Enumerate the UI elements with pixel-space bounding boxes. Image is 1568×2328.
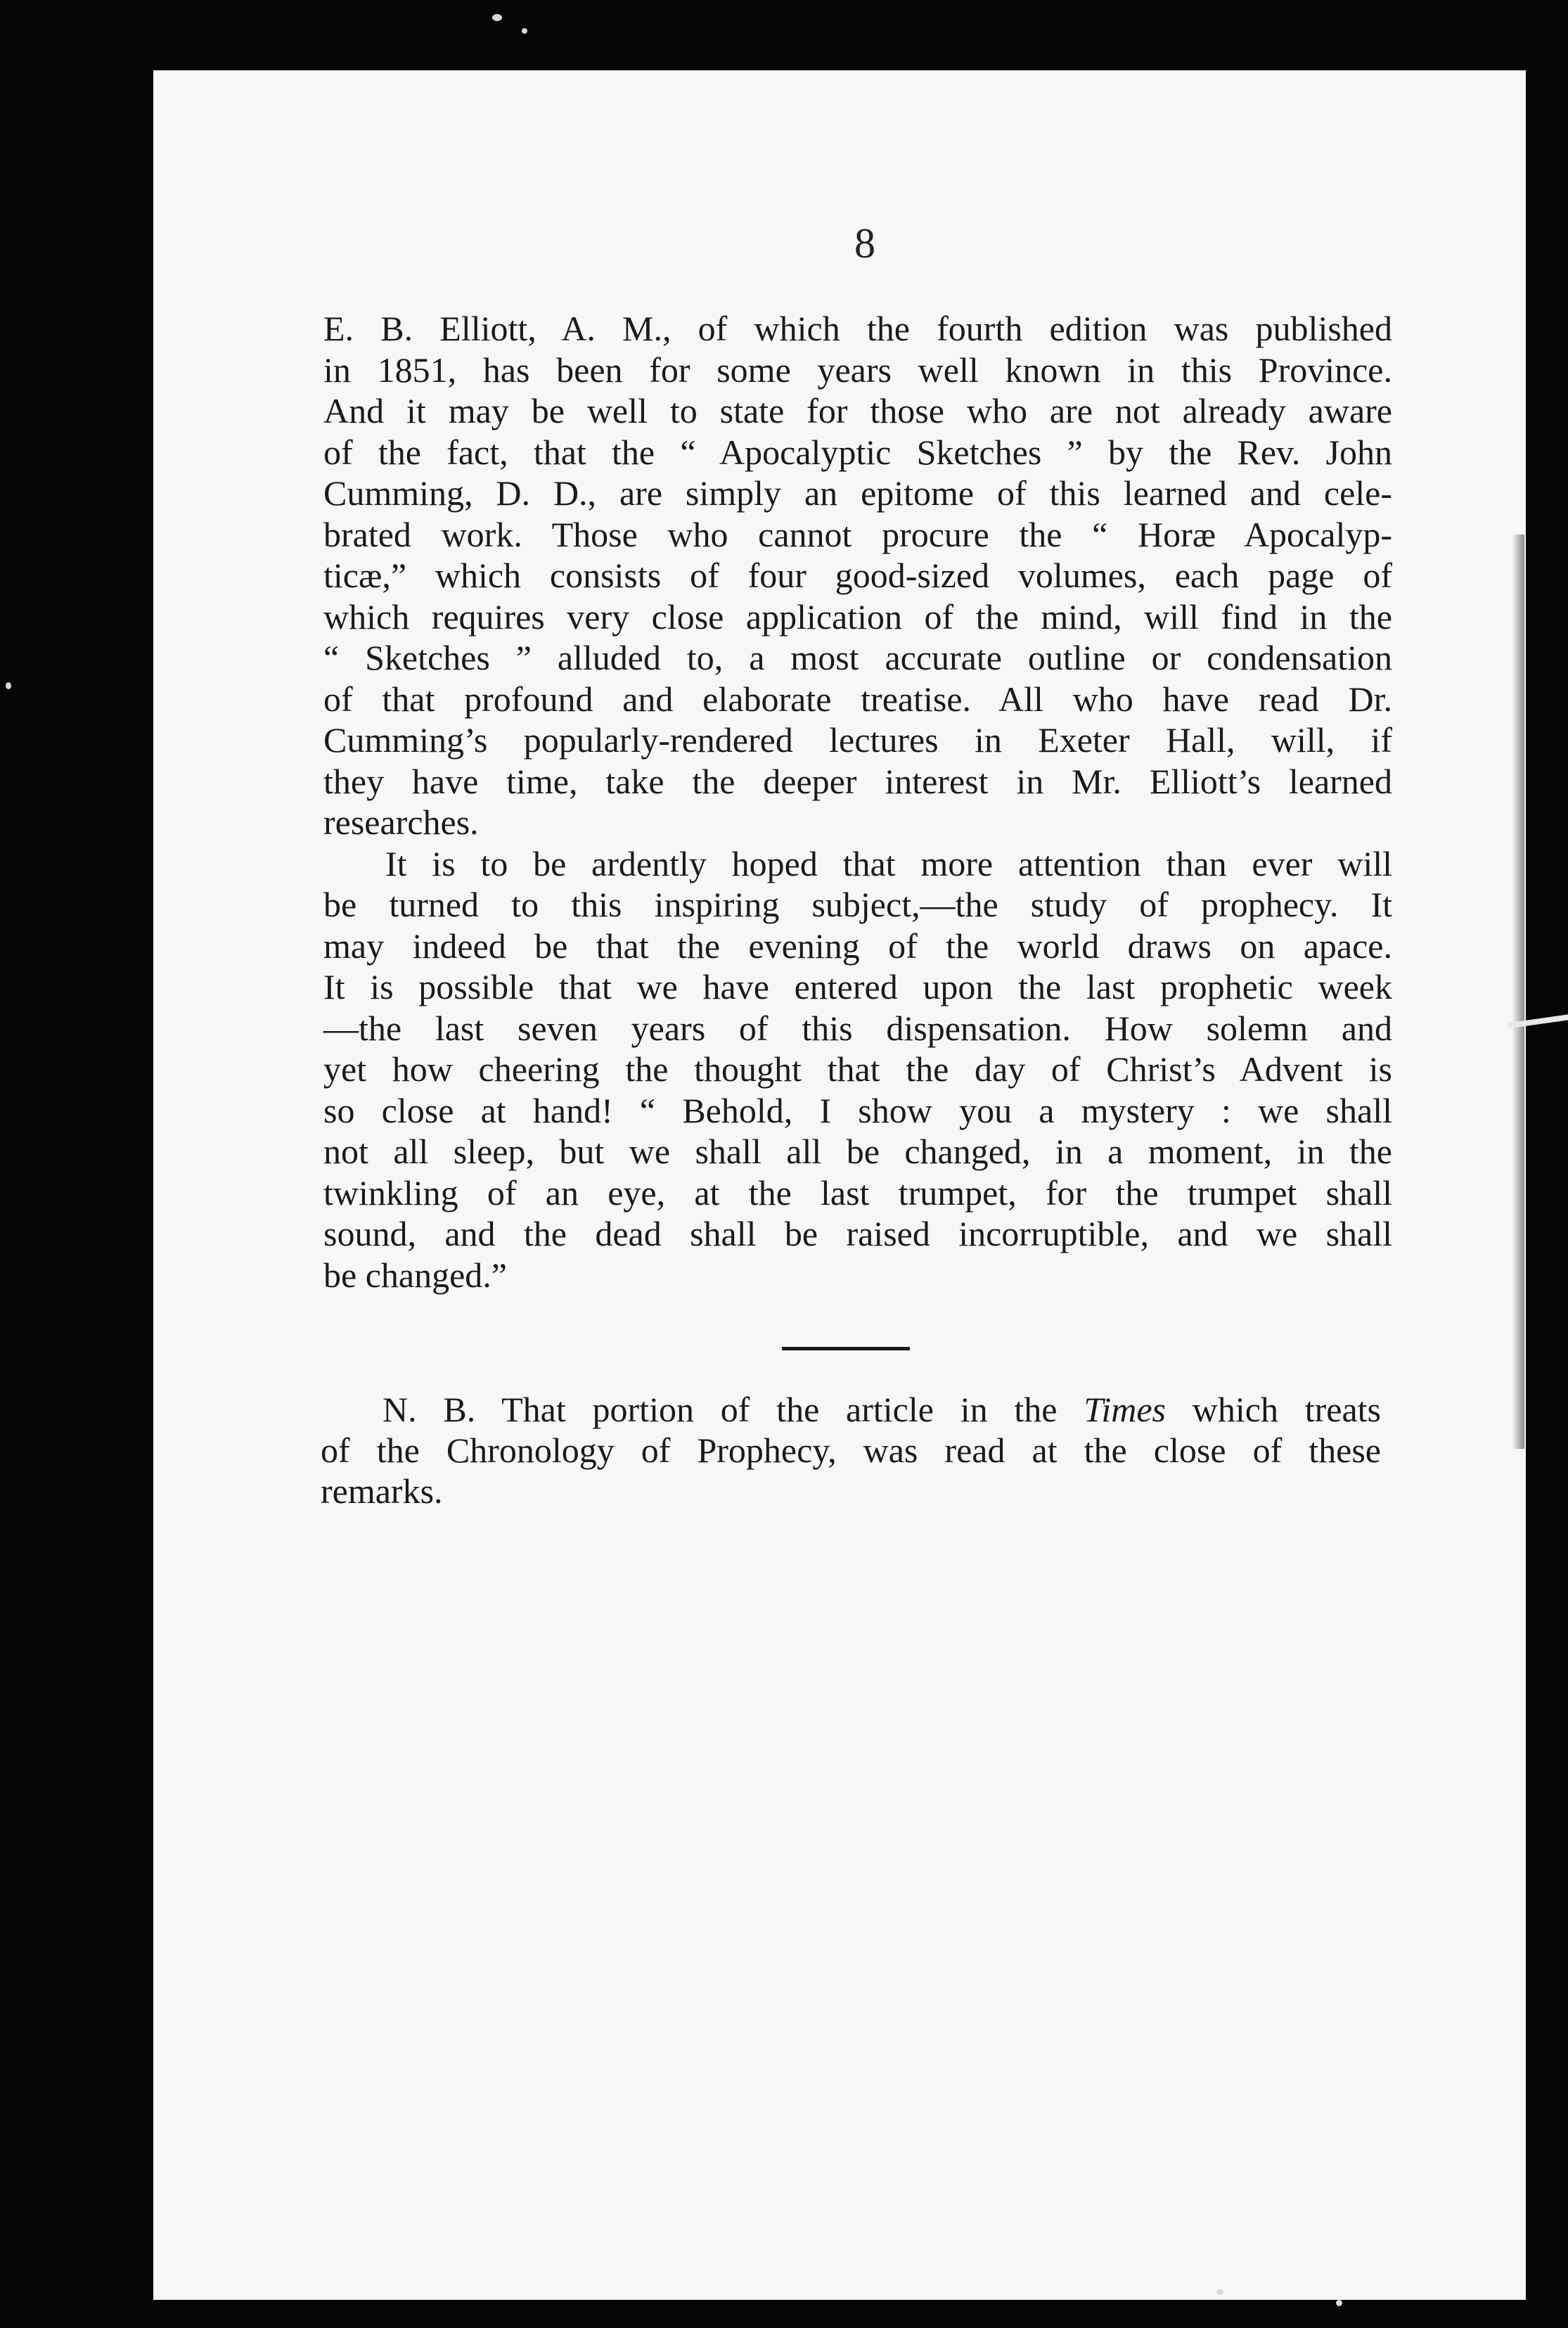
scan-speck xyxy=(492,14,502,21)
times-italic: Times xyxy=(1084,1390,1166,1429)
text-line: not all sleep, but we shall all be changed, in a moment, in the xyxy=(323,1132,1392,1171)
text-line: researches. xyxy=(323,802,479,842)
text-line: E. B. Elliott, A. M., of which the fourth edition was published xyxy=(323,309,1392,348)
text-line: brated work. Those who cannot procure the “ Horæ Apocalyp- xyxy=(323,514,1392,554)
text-line: Cumming, D. D., are simply an epitome of this learned and cele- xyxy=(323,473,1392,513)
text-line: twinkling of an eye, at the last trumpet, for the trumpet shall xyxy=(323,1172,1392,1213)
text-line: of that profound and elaborate treatise. All who have read Dr. xyxy=(323,679,1392,719)
text-line: which requires very close application of the mind, will find in the xyxy=(323,596,1392,637)
text-line: of the fact, that the “ Apocalyptic Sketches ” by the Rev. John xyxy=(323,432,1392,472)
text-line: It is possible that we have entered upon the last prophetic week xyxy=(323,967,1392,1006)
text-line: It is to be ardently hoped that more attention than ever will xyxy=(385,843,1392,883)
text-line: they have time, take the deeper interest in Mr. Elliott’s learned xyxy=(323,761,1392,801)
text-line: sound, and the dead shall be raised incorruptible, and we shall xyxy=(323,1214,1392,1253)
scan-speck xyxy=(1336,2300,1342,2306)
text-line: “ Sketches ” alluded to, a most accurate outline or condensation xyxy=(323,638,1392,677)
scan-speck xyxy=(522,28,527,34)
note-line: remarks. xyxy=(321,1471,443,1511)
scan-speck xyxy=(1216,2289,1223,2295)
nota-bene xyxy=(321,1389,1381,1511)
section-divider xyxy=(782,1347,910,1350)
text-line: may indeed be that the evening of the world draws on apace. xyxy=(323,926,1392,966)
body-text xyxy=(323,308,1392,1296)
note-suffix: which treats xyxy=(1165,1390,1381,1429)
note-prefix: N. B. That portion of the article in the xyxy=(383,1390,1084,1429)
text-line: yet how cheering the thought that the day of Christ’s Advent is xyxy=(323,1049,1392,1089)
paragraph-1 xyxy=(323,308,1392,843)
page-number: 8 xyxy=(854,220,875,267)
text-line: ticæ,” which consists of four good-sized volumes, each page of xyxy=(323,556,1392,595)
scan-speck xyxy=(6,682,11,689)
text-line: so close at hand! “ Behold, I show you a mystery : we shall xyxy=(323,1090,1392,1130)
note-line xyxy=(321,1389,1381,1430)
text-line: —the last seven years of this dispensation. How solemn and xyxy=(323,1008,1392,1048)
paragraph-2 xyxy=(323,843,1392,1296)
text-line: be turned to this inspiring subject,—the study of prophecy. It xyxy=(323,885,1392,924)
note-line: of the Chronology of Prophecy, was read at the close of these xyxy=(321,1431,1381,1470)
text-line: And it may be well to state for those who are not already aware xyxy=(323,391,1392,430)
text-line: be changed.” xyxy=(323,1255,507,1295)
text-line: in 1851, has been for some years well known in this Province. xyxy=(323,350,1392,390)
page-edge-shadow xyxy=(1512,535,1524,1449)
text-line: Cumming’s popularly-rendered lectures in Exeter Hall, will, if xyxy=(323,720,1392,760)
